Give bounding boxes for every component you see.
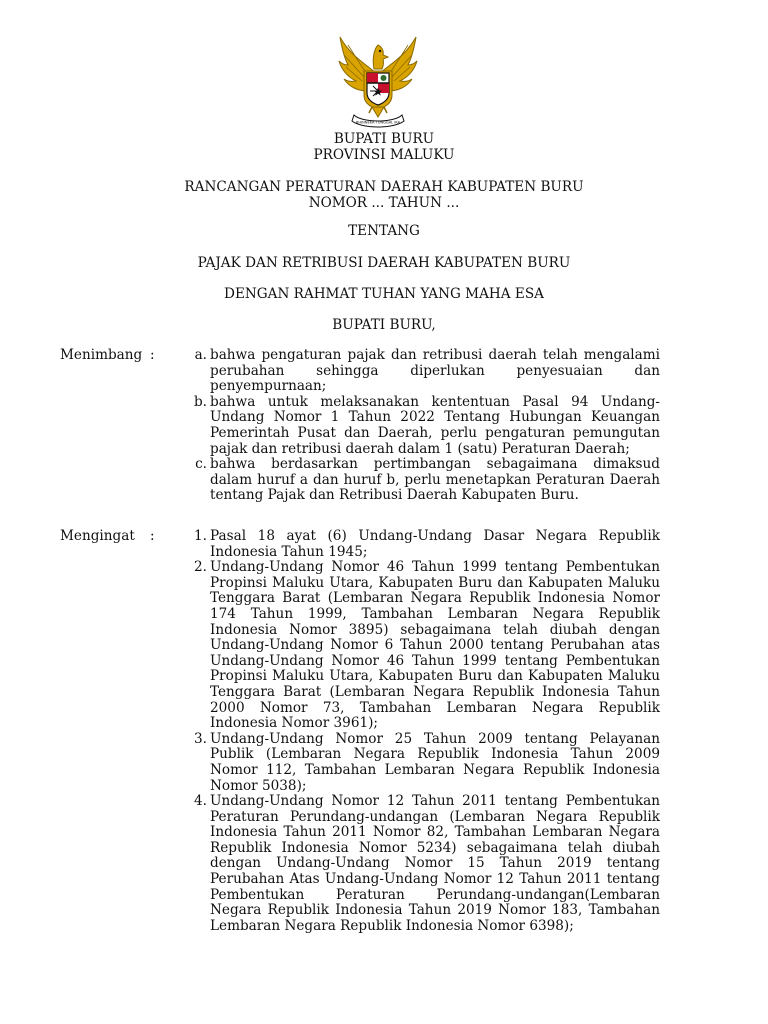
list-item: 4. Undang-Undang Nomor 12 Tahun 2011 tentang Pembentukan Peraturan Perundang-undangan (Lembaran Negara Republik Indonesia Tahun 2011 Nomor 82, Tambahan Lembaran Negara Republik Indonesia Nomor 5234) sebagaimana telah diubah dengan Undang-Undang Nomor 15 Tahun 2019 tentang Perubahan Atas Undang-Undang Nomor 12 Tahun 2011 tentang Pembentukan Peraturan Perundang-undangan(Lembaran Negara Republik Indonesia Tahun 2019 Nomor 183, Tambahan Lembaran Negara Republik Indonesia Nomor 6398); bbox=[194, 793, 660, 934]
list-item: 1. Pasal 18 ayat (6) Undang-Undang Dasar Negara Republik Indonesia Tahun 1945; bbox=[194, 528, 660, 560]
invocation: DENGAN RAHMAT TUHAN YANG MAHA ESA bbox=[224, 286, 544, 302]
authority-heading: BUPATI BURU, bbox=[332, 317, 436, 333]
list-item: 3. Undang-Undang Nomor 25 Tahun 2009 tentang Pelayanan Publik (Lembaran Negara Republik Indonesia Tahun 2009 Nomor 112, Tambahan Lembaran Negara Republik Indonesia Nomor 5038); bbox=[194, 730, 660, 794]
official-title: BUPATI BURU bbox=[333, 131, 435, 147]
list-item: c. bahwa berdasarkan pertimbangan sebagaimana dimaksud dalam huruf a dan huruf b, perlu menetapkan Peraturan Daerah tentang Pajak dan Retribusi Daerah Kabupaten Buru. bbox=[195, 456, 660, 504]
list-item: 2. Undang-Undang Nomor 46 Tahun 1999 tentang Pembentukan Propinsi Maluku Utara, Kabupaten Buru dan Kabupaten Maluku Tenggara Barat (Lembaran Negara Republik Indonesia Nomor 174 Tahun 1999, Tambahan Lembaran Negara Republik Indonesia Nomor 3895) sebagaimana telah diubah dengan Undang-Undang Nomor 6 Tahun 2000 tentang Perubahan atas Undang-Undang Nomor 46 Tahun 1999 tentang Pembentukan Propinsi Maluku Utara, Kabupaten Buru dan Kabupaten Maluku Tenggara Barat (Lembaran Negara Republik Indonesia Tahun 2000 Nomor 73, Tambahan Lembaran Negara Republik Indonesia Nomor 3961); bbox=[194, 559, 660, 732]
mengingat-section bbox=[60, 529, 660, 934]
menimbang-section bbox=[60, 348, 660, 504]
about-heading: TENTANG bbox=[348, 223, 420, 239]
regulation-number: NOMOR ... TAHUN ... bbox=[308, 195, 460, 211]
draft-regulation-title: RANCANGAN PERATURAN DAERAH KABUPATEN BURU bbox=[184, 179, 584, 195]
menimbang-colon: : bbox=[150, 347, 155, 363]
mengingat-label: Mengingat bbox=[60, 528, 135, 544]
province-title: PROVINSI MALUKU bbox=[313, 147, 455, 163]
garuda-pancasila-emblem bbox=[336, 33, 420, 129]
mengingat-list bbox=[184, 529, 660, 934]
menimbang-list bbox=[184, 348, 660, 504]
mengingat-colon: : bbox=[150, 528, 155, 544]
menimbang-label: Menimbang bbox=[60, 347, 143, 363]
list-item: b. bahwa untuk melaksanakan kententuan Pasal 94 Undang-Undang Nomor 1 Tahun 2022 Tentang Hubungan Keuangan Pemerintah Pusat dan Daerah, perlu pengaturan pemungutan pajak dan retribusi daerah dalam 1 (satu) Peraturan Daerah; bbox=[193, 393, 660, 457]
list-item: a. bahwa pengaturan pajak dan retribusi daerah telah mengalami perubahan sehingga diperlukan penyesuaian dan penyempurnaan; bbox=[194, 347, 660, 395]
emblem-motto: BHINNEKA TUNGGAL IKA bbox=[355, 120, 401, 125]
regulation-subject: PAJAK DAN RETRIBUSI DAERAH KABUPATEN BURU bbox=[197, 255, 571, 271]
